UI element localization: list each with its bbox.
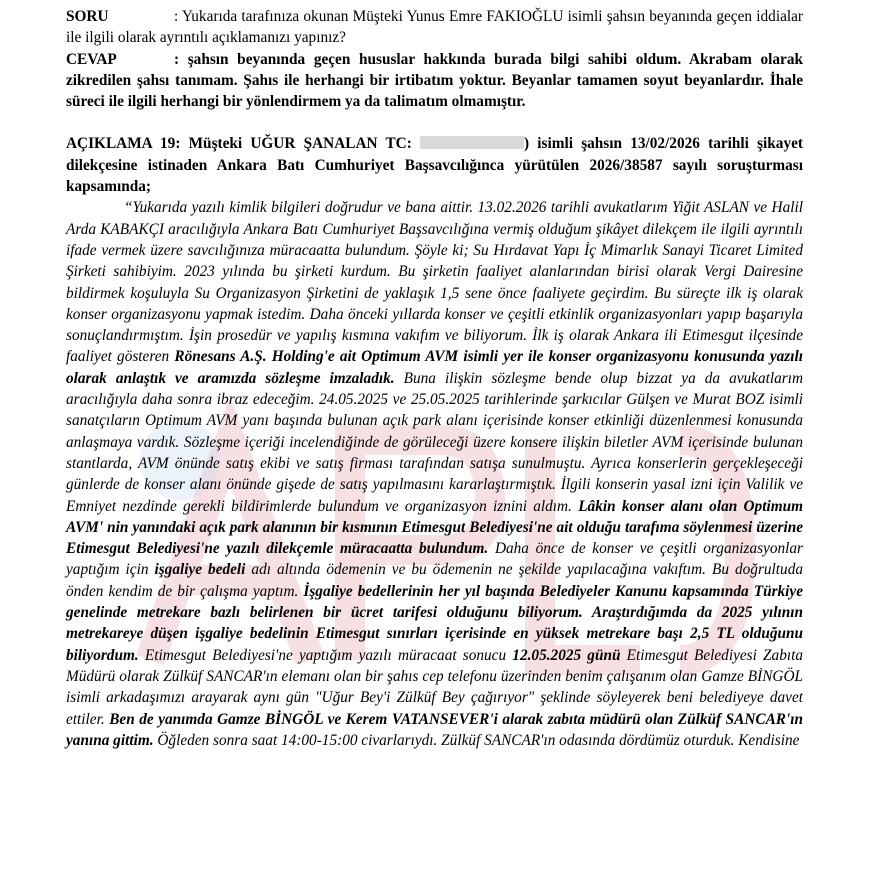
statement-paragraph: “Yukarıda yazılı kimlik bilgileri doğrudur ve bana aittir. 13.02.2026 tarihli avukatlarım Yiğit ASLAN ve Halil Arda KABAKÇI aracılığıyla Ankara Batı Cumhuriyet Başsavcılığına vermiş olduğum şikâyet dilekçem ile ilgili ayrıntılı ifade vermek üzere savcılığınıza müracaatta bulundum. Şöyle ki; Su Hırdavat Yapı İç Mimarlık Sanayi Ticaret Limited Şirketi sahibiyim. 2023 yılında bu şirketi kurdum. Bu şirketin faaliyet alanlarından birisi olarak Vergi Dairesine bildirmek koşuluyla Su Organizasyon Şirketini de yaklaşık 1,5 sene önce faaliyete geçirdim. Bu süreçte ilk iş olarak konser organizasyonu yapmak istedim. Daha önceki yıllarda konser ve çeşitli etkinlik organizasyonları yapıp başarıyla sonuçlandırmıştım. İşin prosedür ve yapılış kısmına vakıfım ve biliyorum. İlk iş olarak Ankara ili Etimesgut ilçesinde faaliyet gösteren Rönesans A.Ş. Holding'e ait Optimum AVM isimli yer ile konser organizasyonu konusunda yazılı olarak anlaştık ve aramızda sözleşme imzaladık. Buna ilişkin sözleşme bende olup bizzat ya da avukatlarım aracılığıyla daha sonra ibraz edeceğim. 24.05.2025 ve 25.05.2025 tarihlerinde şarkıcılar Gülşen ve Murat BOZ isimli sanatçıların Optimum AVM yanı başında bulunan açık park alanı içerisinde konser etkinliği düzenlenmesi konusunda anlaşmaya vardık. Sözleşme içeriği incelendiğinde de görüleceği üzere konsere ilişkin biletler AVM içerisinde bulunan stantlarda, AVM önünde satış ekibi ve satış firması tarafından satışa sunulmuştu. Ayrıca konserlerin gerçekleşeceği günlerde de konser alanı önünde gişede de satış yapılmasını kararlaştırmıştık. İlgili konserin yasal izni için Valilik ve Emniyet nezdinde gerekli bildirimlerde bulundum ve organizasyon iznini aldım. Lâkin konser alanı olan Optimum AVM' nin yanındaki açık park alanının bir kısmının Etimesgut Belediyesi'ne ait olduğu tarafıma söylenmesi üzerine Etimesgut Belediyesi'ne yazılı dilekçemle müracaatta bulundum. Daha önce de konser ve çeşitli organizasyonlar yaptığım için işgaliye bedeli adı altında ödemenin ve bu ödemenin ne şekilde yapılacağına vakıftım. Bu doğrultuda önden kendim de bir çalışma yaptım. İşgaliye bedellerinin her yıl başında Belediyeler Kanunu kapsamında Türkiye genelinde metrekare bazlı belirlenen bir ücret tarifesi olduğunu biliyorum. Araştırdığımda da 2025 yılının metrekareye düşen işgaliye bedelinin Etimesgut sınırları içerisinde en yüksek metrekare başı 2,5 TL olduğunu biliyordum. Etimesgut Belediyesi'ne yaptığım yazılı müracaat sonucu 12.05.2025 günü Etimesgut Belediyesi Zabıta Müdürü olarak Zülküf SANCAR'ın elemanı olan bir şahıs cep telefonu üzerinden benim çalışanım olan Gamze BİNGÖL isimli arkadaşımızı arayarak aynı gün "Uğur Bey'i Zülküf Bey çağırıyor" şeklinde söyleyerek beni belediyeye davet ettiler. Ben de yanımda Gamze BİNGÖL ve Kerem VATANSEVER'i alarak zabıta müdürü olan Zülküf SANCAR'ın yanına gittim. Öğleden sonra saat 14:00-15:00 civarlarıydı. Zülküf SANCAR'ın odasında dördümüz oturduk. Kendisine [66,199,804,749]
section-heading: AÇIKLAMA 19: Müşteki UĞUR ŞANALAN TC: ) isimli şahsın 13/02/2026 tarihli şikayet dilekçesine istinaden Ankara Batı Cumhuriyet Başsavcılığınca yürütülen 2026/38587 sayılı soruşturması kapsamında; [66,135,803,196]
question [66,6,803,49]
answer-text: : şahsın beyanında geçen hususlar hakkında burada bilgi sahibi oldum. Akrabam olarak zikredilen şahsı tanımam. Şahıs ile herhangi bir irtibatım yoktur. Beyanlar tamamen soyut beyanlardır. İhale süreci ile ilgili herhangi bir yönlendirmem ya da talimatım olmamıştır. [66,50,803,111]
question-label: SORU [66,8,109,25]
document-page [66,6,803,751]
answer [66,49,803,113]
redacted-tc-number [420,136,524,149]
question-text: : Yukarıda tarafınıza okunan Müşteki Yunus Emre FAKIOĞLU isimli şahsın beyanında geçen iddialar ile ilgili olarak ayrıntılı açıklamanızı yapınız? [66,8,803,47]
answer-label: CEVAP [66,50,117,68]
